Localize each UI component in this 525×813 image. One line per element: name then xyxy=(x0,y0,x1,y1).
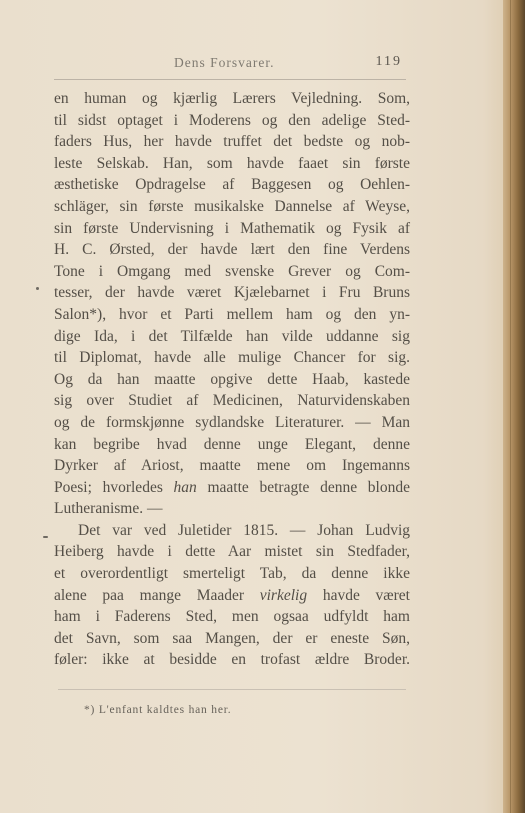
text-line: Heiberg havde i dette Aar mistet sin Stedfader, xyxy=(54,543,410,561)
text-line: til sidst optaget i Moderens og den adelige Sted- xyxy=(54,111,410,129)
text-line: dige Ida, i det Tilfælde han vilde uddanne sig xyxy=(54,327,410,345)
text-line: H. C. Ørsted, der havde lært den fine Verdens xyxy=(54,241,410,259)
text-line: æsthetiske Opdragelse af Baggesen og Oehlen- xyxy=(54,176,410,194)
text-line: Det var ved Juletider 1815. — Johan Ludvig xyxy=(78,521,410,539)
text-line: Og da han maatte opgive dette Haab, kastede xyxy=(54,370,410,388)
text-line: ham i Faderens Sted, men ogsaa udfyldt ham xyxy=(54,608,410,626)
italic-emphasis: virkelig xyxy=(259,586,308,604)
text-line: til Diplomat, havde alle mulige Chancer for sig. xyxy=(54,349,410,367)
text-line: det Savn, som saa Mangen, der er eneste Søn, xyxy=(54,629,410,647)
text-line: faders Hus, her havde truffet det bedste og nob- xyxy=(54,133,410,151)
text-line: et overordentligt smerteligt Tab, da denne ikke xyxy=(54,565,410,583)
margin-dot xyxy=(36,287,39,290)
body-text xyxy=(54,88,410,671)
text-line: Dyrker af Ariost, maatte mene om Ingemanns xyxy=(54,457,410,475)
text-line: føler: ikke at besidde en trofast ældre Broder. xyxy=(54,651,410,669)
text-line: sig over Studiet af Medicinen, Naturvidenskaben xyxy=(54,392,410,410)
text-line: og de formskjønne sydlandske Literaturer. — Man xyxy=(54,413,410,431)
text-line: leste Selskab. Han, som havde faaet sin første xyxy=(54,154,410,172)
header-rule xyxy=(54,79,406,80)
text-line: schläger, sin første musikalske Dannelse af Weyse, xyxy=(54,197,410,215)
text-line: kan begribe hvad denne unge Elegant, denne xyxy=(54,435,410,453)
margin-dash xyxy=(43,536,48,538)
running-head: Dens Forsvarer. xyxy=(174,55,275,70)
text-line: sin første Undervisning i Mathematik og Fysik af xyxy=(54,219,410,237)
text-line: Lutheranisme. — xyxy=(54,500,163,518)
text-line: tesser, der havde været Kjælebarnet i Fru Bruns xyxy=(54,284,410,302)
page-edge-shadow xyxy=(503,0,525,813)
italic-emphasis: han xyxy=(173,478,197,496)
text-line: Salon*), hvor et Parti mellem ham og den yn- xyxy=(54,305,410,323)
page-header xyxy=(54,50,410,76)
page-number: 119 xyxy=(375,54,402,69)
text-line: Tone i Omgang med svenske Grever og Com- xyxy=(54,262,410,280)
footnote-rule xyxy=(58,689,406,690)
text-line: en human og kjærlig Lærers Vejledning. Som, xyxy=(54,90,410,107)
text-line: alene paa mange Maader virkelig havde været xyxy=(54,586,410,604)
text-line: Poesi; hvorledes han maatte betragte denne blonde xyxy=(54,478,410,496)
footnote: *) L'enfant kaldtes han her. xyxy=(84,704,232,716)
page-edge-line xyxy=(510,0,511,813)
